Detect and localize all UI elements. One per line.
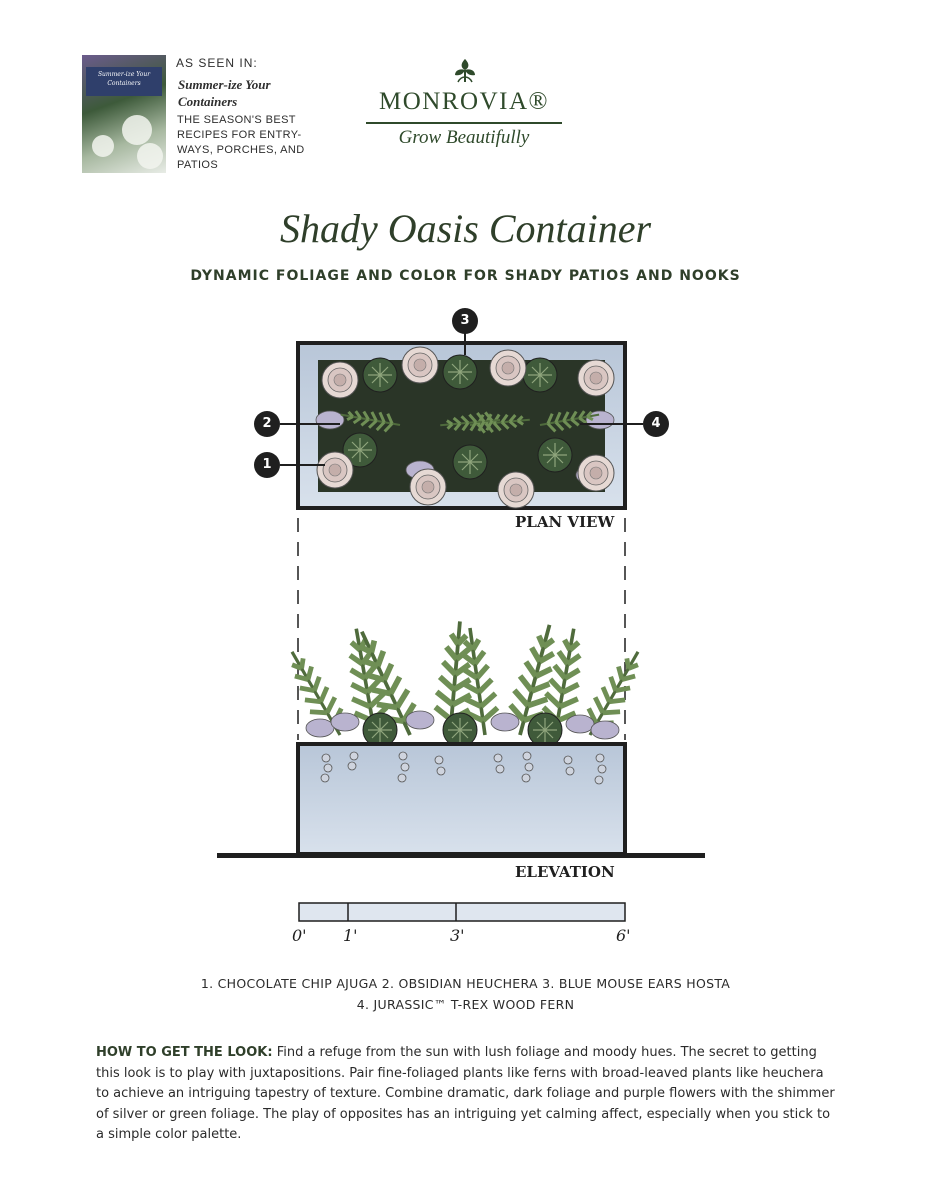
plan-view-label: PLAN VIEW	[515, 513, 615, 531]
elevation-mounds	[306, 711, 619, 747]
scale-tick-3: 3'	[450, 926, 465, 945]
callout-1: 1	[254, 452, 280, 478]
how-to-body: Find a refuge from the sun with lush foliage and moody hues. The secret to getting this look is to play with juxtapositions. Pair fine-foliaged plants like ferns with broad-leaved plants like heuchera to achieve an intriguing tapestry of texture. Combine dramatic, dark foliage and purple flowers with the shimmer of silver or green foliage. The play of opposites has an intriguing yet calming affect, especially when you stick to a simple color palette.	[96, 1045, 835, 1142]
callout-2: 2	[254, 411, 280, 437]
brand-tagline: Grow Beautifully	[398, 127, 530, 148]
scale-tick-6: 6'	[616, 926, 631, 945]
container-illustration	[0, 300, 931, 960]
elevation-label: ELEVATION	[515, 863, 615, 881]
scale-tick-1: 1'	[343, 926, 358, 945]
page-subtitle: DYNAMIC FOLIAGE AND COLOR FOR SHADY PATIOS AND NOOKS	[190, 268, 741, 284]
article-description: THE SEASON'S BEST RECIPES FOR ENTRY-WAYS, PORCHES, AND PATIOS	[177, 114, 305, 171]
how-to-lead: HOW TO GET THE LOOK:	[96, 1045, 273, 1060]
plant-list-line-2: 4. JURASSIC™ T-REX WOOD FERN	[356, 997, 575, 1012]
brand-name: MONROVIA®	[379, 88, 549, 115]
article-title: Summer-ize Your Containers	[178, 77, 271, 109]
magazine-cover-image	[82, 55, 166, 173]
scale-tick-0: 0'	[292, 926, 307, 945]
callout-3: 3	[452, 308, 478, 334]
cover-title: Summer-ize Your Containers	[86, 67, 162, 96]
flower-logo-icon	[450, 55, 480, 85]
as-seen-in-heading: AS SEEN IN:	[176, 56, 258, 70]
plant-list-line-1: 1. CHOCOLATE CHIP AJUGA 2. OBSIDIAN HEUCHERA 3. BLUE MOUSE EARS HOSTA	[200, 976, 731, 991]
how-to-paragraph	[96, 1043, 836, 1146]
plant-list	[0, 973, 931, 1015]
page-title: Shady Oasis Container	[279, 206, 652, 251]
brand-divider	[366, 122, 562, 124]
callout-4: 4	[643, 411, 669, 437]
